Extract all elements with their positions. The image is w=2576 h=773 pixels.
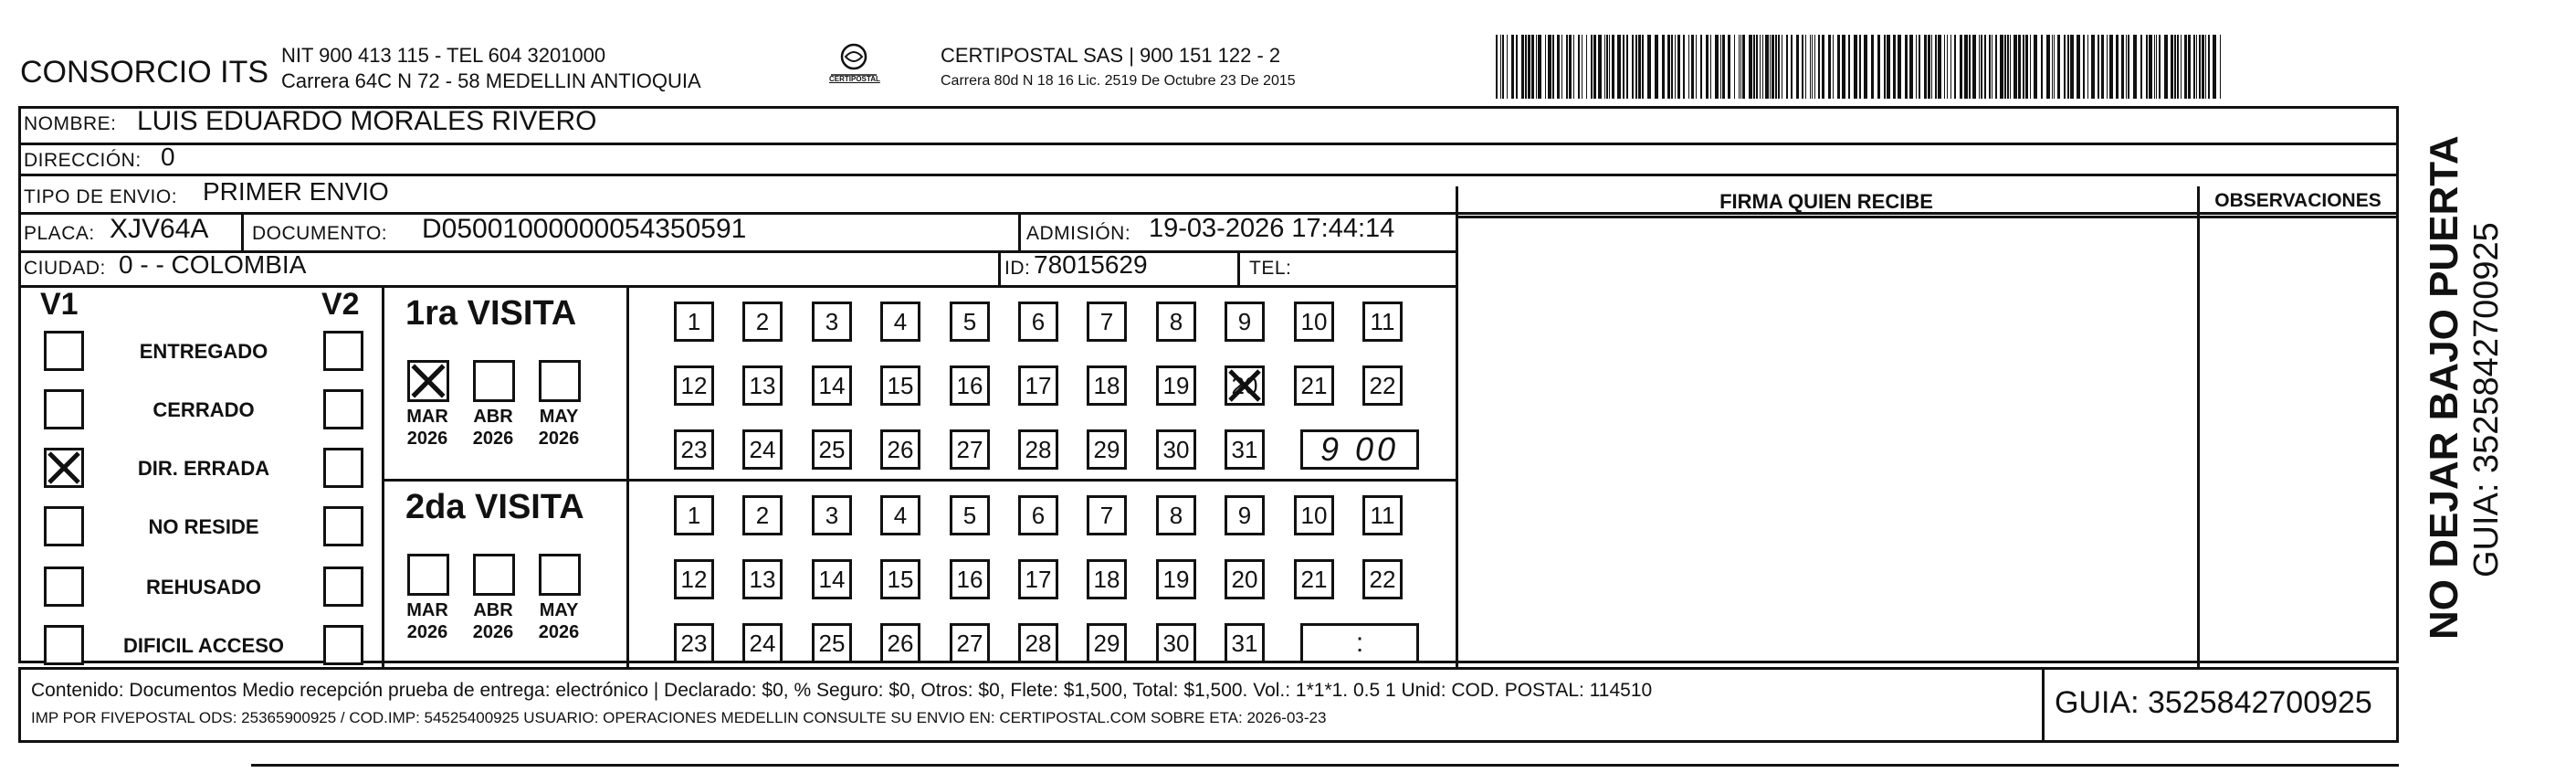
certipostal-logo-icon: [822, 40, 886, 91]
first-visit-abr-checkbox[interactable]: [473, 360, 515, 402]
first-visit-day-22[interactable]: 22: [1362, 365, 1403, 406]
first-visit-day-9[interactable]: 9: [1225, 302, 1265, 342]
first-visit-time-box[interactable]: 9 00: [1300, 429, 1419, 470]
nombre-label: NOMBRE:: [24, 113, 117, 134]
first-visit-day-26[interactable]: 26: [880, 429, 920, 470]
v2-rehusado-checkbox[interactable]: [323, 567, 363, 607]
first-visit-day-13[interactable]: 13: [742, 365, 783, 406]
v2-dificil-acceso-checkbox[interactable]: [323, 625, 363, 665]
side-warning: NO DEJAR BAJO PUERTA: [2422, 135, 2466, 640]
first-visit-day-5[interactable]: 5: [950, 302, 990, 342]
second-visit-day-6[interactable]: 6: [1018, 495, 1058, 535]
second-visit-day-16[interactable]: 16: [950, 559, 990, 599]
second-visit-mar-label: MAR 2026: [406, 600, 448, 642]
first-visit-mar-checkbox[interactable]: [407, 360, 449, 402]
first-visit-day-16[interactable]: 16: [950, 365, 990, 406]
first-visit-day-30[interactable]: 30: [1156, 429, 1196, 470]
first-visit-day-21[interactable]: 21: [1294, 365, 1334, 406]
observaciones-header: OBSERVACIONES: [2214, 190, 2381, 211]
first-visit-day-19[interactable]: 19: [1156, 365, 1196, 406]
second-visit-title: 2da VISITA: [405, 488, 584, 526]
second-visit-day-10[interactable]: 10: [1294, 495, 1334, 535]
first-visit-day-7[interactable]: 7: [1087, 302, 1127, 342]
documento-value: D05001000000054350591: [422, 214, 747, 244]
v1-dificil-acceso-checkbox[interactable]: [44, 625, 84, 665]
first-visit-day-27[interactable]: 27: [950, 429, 990, 470]
v1-rehusado-checkbox[interactable]: [44, 567, 84, 607]
second-visit-may-checkbox[interactable]: [539, 554, 581, 596]
second-visit-day-17[interactable]: 17: [1018, 559, 1058, 599]
second-visit-day-15[interactable]: 15: [880, 559, 920, 599]
footer-contenido: Contenido: Documentos Medio recepción prueba de entrega: electrónico | Declarado: $0, % Seguro: $0, Otros: $0, Flete: $1,500, Total: $1,500. Vol.: 1*1*1. 0.5 1 Unid: COD. POSTAL: 114510: [31, 680, 1653, 701]
first-visit-day-14[interactable]: 14: [812, 365, 852, 406]
barcode: [1496, 35, 2224, 99]
v2-entregado-checkbox[interactable]: [323, 331, 363, 371]
firma-header: FIRMA QUIEN RECIBE: [1719, 190, 1933, 213]
second-visit-day-13[interactable]: 13: [742, 559, 783, 599]
direccion-value: 0: [161, 143, 175, 171]
tipo-envio-value: PRIMER ENVIO: [203, 177, 389, 206]
v1-label: V1: [40, 287, 79, 322]
first-visit-day-31[interactable]: 31: [1225, 429, 1265, 470]
v1-dir-errada-checkbox[interactable]: [44, 448, 84, 488]
second-visit-day-14[interactable]: 14: [812, 559, 852, 599]
documento-label: DOCUMENTO:: [252, 223, 388, 244]
tel-label: TEL:: [1249, 258, 1292, 279]
carrier-name: CERTIPOSTAL SAS | 900 151 122 - 2: [941, 44, 1281, 67]
second-visit-day-7[interactable]: 7: [1087, 495, 1127, 535]
second-visit-day-2[interactable]: 2: [742, 495, 783, 535]
second-visit-day-3[interactable]: 3: [812, 495, 852, 535]
second-visit-day-27[interactable]: 27: [950, 623, 990, 663]
first-visit-day-3[interactable]: 3: [812, 302, 852, 342]
company-name: CONSORCIO ITS: [20, 55, 269, 90]
second-visit-day-11[interactable]: 11: [1362, 495, 1403, 535]
first-visit-day-29[interactable]: 29: [1087, 429, 1127, 470]
first-visit-day-25[interactable]: 25: [812, 429, 852, 470]
cerrado-label: CERRADO: [152, 398, 255, 421]
second-visit-day-19[interactable]: 19: [1156, 559, 1196, 599]
first-visit-abr-label: ABR 2026: [472, 407, 514, 449]
admision-label: ADMISIÓN:: [1026, 223, 1131, 244]
v2-dir-errada-checkbox[interactable]: [323, 448, 363, 488]
company-nit: NIT 900 413 115 - TEL 604 3201000: [281, 44, 606, 67]
first-visit-day-18[interactable]: 18: [1087, 365, 1127, 406]
no-reside-label: NO RESIDE: [148, 515, 259, 538]
dificil-acceso-label: DIFICIL ACCESO: [122, 634, 284, 657]
second-visit-day-30[interactable]: 30: [1156, 623, 1196, 663]
first-visit-day-17[interactable]: 17: [1018, 365, 1058, 406]
logo-caption: CERTIPOSTAL: [829, 75, 880, 83]
second-visit-day-5[interactable]: 5: [950, 495, 990, 535]
direccion-label: DIRECCIÓN:: [24, 150, 142, 171]
company-address: Carrera 64C N 72 - 58 MEDELLIN ANTIOQUIA: [281, 69, 701, 92]
first-visit-day-10[interactable]: 10: [1294, 302, 1334, 342]
first-visit-day-24[interactable]: 24: [742, 429, 783, 470]
footer-guia: GUIA: 3525842700925: [2055, 685, 2372, 720]
side-guia: GUIA: 3525842700925: [2467, 222, 2506, 577]
id-label: ID:: [1004, 258, 1031, 279]
second-visit-day-26[interactable]: 26: [880, 623, 920, 663]
first-visit-day-23[interactable]: 23: [674, 429, 714, 470]
first-visit-day-28[interactable]: 28: [1018, 429, 1058, 470]
placa-value: XJV64A: [110, 214, 209, 244]
first-visit-may-label: MAY 2026: [538, 407, 580, 449]
first-visit-day-8[interactable]: 8: [1156, 302, 1196, 342]
second-visit-day-24[interactable]: 24: [742, 623, 783, 663]
v1-no-reside-checkbox[interactable]: [44, 506, 84, 546]
first-visit-day-20[interactable]: 20: [1225, 365, 1265, 406]
v2-cerrado-checkbox[interactable]: [323, 389, 363, 429]
ciudad-label: CIUDAD:: [24, 258, 106, 279]
rehusado-label: REHUSADO: [146, 576, 261, 598]
second-visit-may-label: MAY 2026: [538, 600, 580, 642]
second-visit-abr-label: ABR 2026: [472, 600, 514, 642]
first-visit-day-4[interactable]: 4: [880, 302, 920, 342]
first-visit-title: 1ra VISITA: [405, 294, 577, 333]
v2-label: V2: [321, 287, 360, 322]
first-visit-day-11[interactable]: 11: [1362, 302, 1403, 342]
first-visit-day-1[interactable]: 1: [674, 302, 714, 342]
second-visit-time-box[interactable]: :: [1300, 623, 1419, 663]
admision-value: 19-03-2026 17:44:14: [1149, 214, 1395, 243]
second-visit-mar-checkbox[interactable]: [407, 554, 449, 596]
first-visit-may-checkbox[interactable]: [539, 360, 581, 402]
footer-imp: IMP POR FIVEPOSTAL ODS: 25365900925 / COD.IMP: 54525400925 USUARIO: OPERACIONES MEDELLIN CONSULTE SU ENVIO EN: CERTIPOSTAL.COM SOBRE ETA: 2026-03-23: [31, 709, 1327, 726]
first-visit-day-6[interactable]: 6: [1018, 302, 1058, 342]
first-visit-day-2[interactable]: 2: [742, 302, 783, 342]
second-visit-day-8[interactable]: 8: [1156, 495, 1196, 535]
first-visit-mar-label: MAR 2026: [406, 407, 448, 449]
second-visit-day-23[interactable]: 23: [674, 623, 714, 663]
placa-label: PLACA:: [24, 223, 95, 244]
second-visit-day-4[interactable]: 4: [880, 495, 920, 535]
second-visit-day-21[interactable]: 21: [1294, 559, 1334, 599]
second-visit-day-12[interactable]: 12: [674, 559, 714, 599]
second-visit-day-29[interactable]: 29: [1087, 623, 1127, 663]
id-value: 78015629: [1034, 250, 1148, 279]
v1-entregado-checkbox[interactable]: [44, 331, 84, 371]
entregado-label: ENTREGADO: [139, 340, 268, 363]
second-visit-day-1[interactable]: 1: [674, 495, 714, 535]
second-visit-day-28[interactable]: 28: [1018, 623, 1058, 663]
second-visit-day-18[interactable]: 18: [1087, 559, 1127, 599]
tipo-envio-label: TIPO DE ENVIO:: [24, 186, 178, 207]
dir-errada-label: DIR. ERRADA: [137, 457, 270, 480]
second-visit-day-9[interactable]: 9: [1225, 495, 1265, 535]
second-visit-day-31[interactable]: 31: [1225, 623, 1265, 663]
nombre-value: LUIS EDUARDO MORALES RIVERO: [137, 106, 597, 136]
second-visit-day-25[interactable]: 25: [812, 623, 852, 663]
ciudad-value: 0 - - COLOMBIA: [119, 250, 307, 279]
first-visit-day-12[interactable]: 12: [674, 365, 714, 406]
v2-no-reside-checkbox[interactable]: [323, 506, 363, 546]
v1-cerrado-checkbox[interactable]: [44, 389, 84, 429]
second-visit-day-20[interactable]: 20: [1225, 559, 1265, 599]
second-visit-abr-checkbox[interactable]: [473, 554, 515, 596]
first-visit-day-15[interactable]: 15: [880, 365, 920, 406]
second-visit-day-22[interactable]: 22: [1362, 559, 1403, 599]
carrier-license: Carrera 80d N 18 16 Lic. 2519 De Octubre 23 De 2015: [941, 73, 1296, 89]
